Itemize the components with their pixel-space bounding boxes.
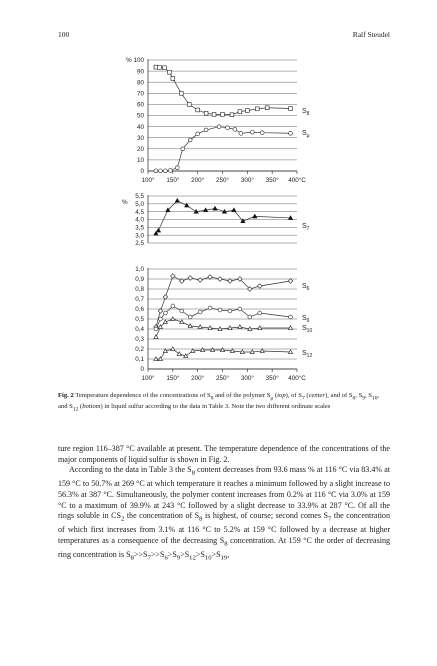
data-point-s9 bbox=[248, 315, 252, 319]
data-point-s8 bbox=[265, 106, 269, 110]
data-point-s8 bbox=[238, 110, 242, 114]
panel-3-y-tick-label: 0 bbox=[140, 366, 144, 374]
data-point-s9 bbox=[218, 308, 222, 312]
panel-2-y-label: % bbox=[122, 199, 128, 206]
data-point-sμ bbox=[188, 138, 192, 142]
panel-1-y-tick-label: 40 bbox=[136, 123, 144, 131]
panel-1-x-tick-label: 250° bbox=[215, 177, 230, 184]
panel-3-x-tick-label: 300° bbox=[240, 375, 254, 382]
data-point-s8 bbox=[167, 70, 171, 74]
data-point-s10 bbox=[154, 335, 158, 339]
data-point-s10 bbox=[238, 325, 242, 329]
data-point-s6 bbox=[171, 274, 176, 279]
panel-1-x-tick-label: 200° bbox=[191, 177, 205, 184]
panel-3-y-tick-label: 0,8 bbox=[135, 286, 144, 294]
data-point-s8 bbox=[187, 103, 191, 107]
data-point-s9 bbox=[258, 311, 262, 315]
panel-3-x-tick-label: 250° bbox=[215, 375, 230, 382]
data-point-s8 bbox=[196, 108, 200, 112]
panel-3-x-tick-label: 150° bbox=[166, 375, 180, 382]
panel-3-y-tick-label: 0,6 bbox=[135, 306, 144, 314]
series-label-s9: $S_9$ bbox=[302, 315, 310, 324]
panel-3-y-tick-label: 1,0 bbox=[135, 266, 144, 274]
page-number: 100 bbox=[58, 30, 70, 39]
data-point-sμ bbox=[175, 166, 179, 170]
data-point-sμ bbox=[217, 125, 221, 129]
panel-1-y-tick-label: 50 bbox=[136, 112, 144, 120]
data-point-s7 bbox=[252, 214, 257, 218]
panel-1-y-tick-label: 80 bbox=[136, 79, 144, 87]
panel-1-y-tick-label: 60 bbox=[136, 101, 144, 109]
data-point-s6 bbox=[158, 309, 163, 314]
series-label-s7: $S_7$ bbox=[302, 223, 310, 232]
data-point-sμ bbox=[289, 131, 293, 135]
paragraph-2: According to the data in Table 3 the $S_8$ content decreases from 93.6 mass % at 116 °C via 83.4% at 159 °C to 50.7% at 269 °C at which temperature it reaches a minimum followed by a slight increase to 56.3% at 387 °C. Simultaneously, the polymer content increases from 0.2% at 116 °C via 3.0% at 159 °C to a maximum of 39.9% at 243 °C followed by a slight decrease to 33.9% at 287 °C. Of all the rings soluble in $CS_2$ the concentration of $S_8$ is highest, of course; second comes $S_7$ the concentration of which first increases from 3.1% at 116 °C to 5.2% at 159 °C followed by a decrease at higher temperatures as a consequence of the decreasing $S_8$ concentration. At 159 °C the order of decreasing ring concentration is $S_8>>S_7>>S_6>S_9>S_{12}>S_{10}>S_{19}$, bbox=[58, 465, 390, 562]
panel-1-x-tick-label: 150° bbox=[166, 177, 180, 184]
data-point-s8 bbox=[221, 112, 225, 116]
data-point-s8 bbox=[158, 66, 162, 70]
panel-2-y-tick-label: 5,5 bbox=[135, 193, 144, 201]
panel-3-y-tick-label: 0,4 bbox=[135, 326, 144, 334]
panel-3-y-tick-label: 0,7 bbox=[135, 296, 144, 304]
data-point-s12 bbox=[177, 352, 181, 356]
data-point-s8 bbox=[171, 77, 175, 81]
panel-1-y-tick-label: % 100 bbox=[126, 57, 144, 65]
panel-1-x-tick-label: 100° bbox=[141, 177, 155, 184]
panel-3-y-tick-label: 0,2 bbox=[135, 346, 144, 354]
data-point-s12 bbox=[171, 347, 175, 351]
data-point-s8 bbox=[179, 91, 183, 95]
data-point-s8 bbox=[162, 66, 166, 70]
running-header-author: Ralf Steudel bbox=[352, 30, 390, 39]
data-point-s6 bbox=[257, 284, 262, 289]
data-point-s12 bbox=[260, 349, 264, 353]
panel-2-y-tick-label: 2,5 bbox=[135, 240, 144, 248]
panel-3-x-tick-label: 100° bbox=[141, 375, 155, 382]
panel-1-y-tick-label: 90 bbox=[136, 68, 144, 76]
data-point-sμ bbox=[250, 130, 254, 134]
series-line-s6 bbox=[156, 276, 291, 327]
data-point-s8 bbox=[245, 109, 249, 113]
data-point-s8 bbox=[230, 113, 234, 117]
panel-1-y-tick-label: 30 bbox=[136, 134, 144, 142]
panel-2-y-tick-label: 4,5 bbox=[135, 208, 144, 216]
panel-1-y-tick-label: 0 bbox=[140, 168, 144, 176]
data-point-s6 bbox=[288, 279, 293, 284]
panel-3-y-tick-label: 0,3 bbox=[135, 336, 144, 344]
data-point-s9 bbox=[188, 315, 192, 319]
series-line-s9 bbox=[156, 306, 291, 329]
series-line-s10 bbox=[156, 319, 291, 337]
data-point-sμ bbox=[154, 169, 158, 173]
series-line-s8 bbox=[156, 67, 291, 115]
paragraph-1: ture region 116–387 °C available at present. The temperature dependence of the concentrations of the major components of liquid sulfur is shown in Fig. 2. bbox=[58, 444, 390, 464]
data-point-s9 bbox=[154, 327, 158, 331]
panel-3-x-tick-label: 350° bbox=[265, 375, 279, 382]
panel-1-x-tick-label: 400°C bbox=[288, 177, 306, 184]
data-point-s6 bbox=[198, 278, 203, 283]
panel-3-y-tick-label: 0,5 bbox=[135, 316, 144, 324]
data-point-s8 bbox=[212, 112, 216, 116]
series-label-s10: $S_{10}$ bbox=[302, 325, 313, 334]
panel-1-y-tick-label: 10 bbox=[136, 157, 144, 165]
data-point-s8 bbox=[255, 107, 259, 111]
series-label-smu: $S_\mu$ bbox=[302, 130, 310, 139]
panel-1-y-tick-label: 70 bbox=[136, 90, 144, 98]
data-point-s9 bbox=[180, 309, 184, 313]
data-point-s6 bbox=[218, 277, 223, 282]
series-label-s8: $S_8$ bbox=[302, 108, 310, 117]
data-point-s9 bbox=[198, 310, 202, 314]
series-line-s7 bbox=[156, 201, 291, 234]
panel-2-y-tick-label: 4,0 bbox=[135, 216, 144, 224]
data-point-s8 bbox=[204, 111, 208, 115]
panel-1-x-tick-label: 350° bbox=[265, 177, 279, 184]
panel-2-y-tick-label: 3,0 bbox=[135, 232, 144, 240]
figure-caption: Fig. 2 Temperature dependence of the concentrations of $S_8$ and of the polymer $S_\mu$ (top), of $S_7$ (center), and of $S_6$, $S_9$, $S_{10}$, and $S_{12}$ (bottom) in liquid sulfur according to the data in Table 3. Note the two different ordinate scales bbox=[58, 392, 380, 413]
data-point-s7 bbox=[156, 228, 161, 232]
data-point-sμ bbox=[163, 169, 167, 173]
data-point-s10 bbox=[171, 317, 175, 321]
data-point-s6 bbox=[208, 275, 213, 280]
data-point-s6 bbox=[188, 276, 193, 281]
data-point-s9 bbox=[163, 311, 167, 315]
data-point-sμ bbox=[239, 131, 243, 135]
data-point-s7 bbox=[213, 206, 218, 210]
data-point-s6 bbox=[163, 295, 168, 300]
data-point-sμ bbox=[196, 132, 200, 136]
panel-3-y-tick-label: 0,9 bbox=[135, 276, 144, 284]
data-point-s10 bbox=[188, 324, 192, 328]
panel-3-x-tick-label: 400°C bbox=[288, 375, 306, 382]
body-text bbox=[58, 444, 390, 564]
data-point-s9 bbox=[238, 307, 242, 311]
panel-1-x-tick-label: 300° bbox=[240, 177, 254, 184]
data-point-s6 bbox=[179, 279, 184, 284]
panel-2-y-tick-label: 5,0 bbox=[135, 201, 144, 209]
data-point-sμ bbox=[159, 169, 163, 173]
data-point-s8 bbox=[289, 107, 293, 111]
data-point-s9 bbox=[289, 315, 293, 319]
panel-3-x-tick-label: 200° bbox=[191, 375, 205, 382]
data-point-s6 bbox=[228, 279, 233, 284]
series-label-s12: $S_{12}$ bbox=[302, 350, 313, 359]
data-point-s9 bbox=[159, 317, 163, 321]
panel-1-y-tick-label: 20 bbox=[136, 146, 144, 153]
data-point-s9 bbox=[208, 306, 212, 310]
panel-3-y-tick-label: 0,1 bbox=[135, 356, 144, 364]
data-point-sμ bbox=[260, 131, 264, 135]
data-point-sμ bbox=[168, 169, 172, 173]
series-label-s6: $S_6$ bbox=[302, 283, 310, 292]
data-point-s7 bbox=[175, 198, 180, 202]
panel-2-y-tick-label: 3,5 bbox=[135, 224, 144, 232]
data-point-s9 bbox=[171, 304, 175, 308]
data-point-sμ bbox=[226, 126, 230, 130]
data-point-s7 bbox=[232, 208, 237, 212]
data-point-sμ bbox=[233, 127, 237, 131]
data-point-sμ bbox=[204, 128, 208, 132]
data-point-sμ bbox=[181, 147, 185, 151]
data-point-s9 bbox=[228, 309, 232, 313]
